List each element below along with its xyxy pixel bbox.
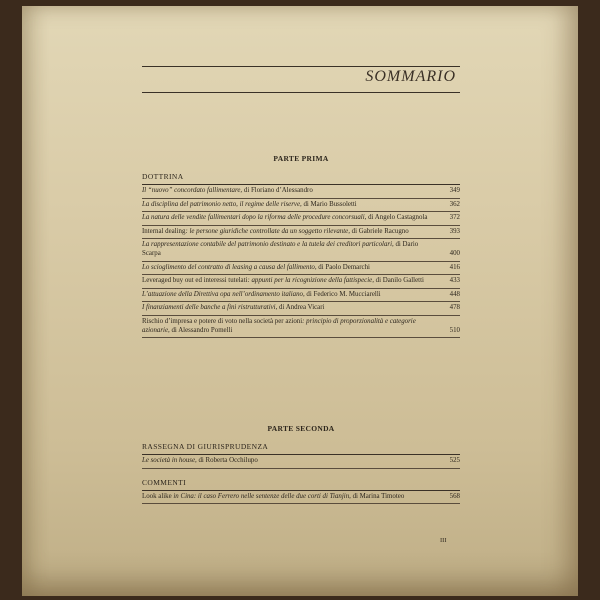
commenti-heading: COMMENTI [142, 478, 460, 491]
entry-author: di Danilo Galletti [373, 277, 424, 285]
page-title: SOMMARIO [365, 68, 456, 85]
entry-title-plain: Leveraged buy out ed interessi tutelati [142, 277, 248, 285]
title-rule-top [142, 66, 460, 67]
toc-entry [142, 199, 460, 213]
parte-seconda-heading: PARTE SECONDA [267, 424, 335, 433]
entry-title: : il caso Ferrero nelle sentenze delle due corti di Tianjin, [193, 492, 351, 500]
entry-title: L’attuazione della Direttiva opa nell’ordinamento italiano, [142, 290, 305, 298]
toc-entry [142, 316, 460, 338]
entry-title-plain: Rischio d’impresa e potere di voto nella società per azioni [142, 317, 303, 325]
entry-page: 448 [449, 290, 460, 298]
entry-title: Il “nuovo” concordato fallimentare, [142, 187, 243, 194]
entry-page: 416 [449, 263, 460, 271]
book-page [22, 6, 578, 596]
entry-author: di Gabriele Racugno [349, 227, 409, 235]
toc-entry [142, 185, 460, 199]
entry-author: di Marina Timoteo [350, 492, 405, 500]
entry-title: Le società in house, [142, 457, 197, 464]
entry-page: 433 [449, 277, 460, 285]
toc-entry [142, 226, 460, 240]
entry-author: di Paolo Demarchi [316, 263, 370, 271]
parte-prima-section [142, 154, 460, 338]
entry-title-italic: in Cina [173, 492, 194, 500]
toc-entry [142, 275, 460, 289]
entry-title: : appunti per la ricognizione della fattispecie, [247, 277, 374, 285]
entry-author: di Mario Bussoletti [301, 200, 357, 208]
entry-title: La disciplina del patrimonio netto, il regime delle riserve, [142, 200, 302, 208]
parte-prima-heading: PARTE PRIMA [273, 154, 329, 163]
toc-entry [142, 289, 460, 303]
entry-title-plain: Look alike [142, 492, 174, 500]
entry-page: 525 [449, 457, 460, 464]
entry-author: di Andrea Vicari [277, 304, 325, 312]
page-folio: III [440, 537, 447, 544]
entry-title: : principio di proporzionalità e categorie azionarie, [142, 317, 416, 334]
title-rule-bottom [142, 92, 460, 93]
entry-author: di Roberta Occhilupo [196, 457, 258, 464]
entry-page: 478 [449, 304, 460, 312]
entry-page: 349 [449, 187, 460, 194]
toc-entry [142, 212, 460, 226]
toc-entry [142, 302, 460, 316]
toc-entry [142, 262, 460, 276]
entry-title-plain: Internal dealing [142, 227, 186, 235]
entry-title: Lo scioglimento del contratto di leasing a causa del fallimento, [142, 263, 317, 271]
parte-seconda-section [142, 424, 460, 504]
entry-page: 372 [449, 214, 460, 222]
entry-title: La rappresentazione contabile del patrimonio destinato e la tutela dei creditori particolari, [142, 241, 394, 249]
toc-entry [142, 455, 460, 469]
rassegna-heading: RASSEGNA DI GIURISPRUDENZA [142, 442, 460, 455]
entry-author: di Federico M. Mucciarelli [304, 290, 381, 298]
entry-page: 393 [449, 227, 460, 235]
entry-title: I finanziamenti delle banche a fini ristrutturativi, [142, 304, 278, 312]
dottrina-heading: DOTTRINA [142, 172, 460, 185]
entry-page: 400 [449, 249, 460, 257]
entry-author: di Angelo Castagnola [366, 214, 428, 222]
toc-entry [142, 239, 460, 261]
entry-author: di Floriano d’Alessandro [242, 187, 313, 194]
entry-title: : le persone giuridiche controllate da un soggetto rilevante, [185, 227, 350, 235]
entry-title: La natura delle vendite fallimentari dopo la riforma delle procedure concorsuali, [142, 214, 367, 222]
entry-page: 510 [449, 326, 460, 334]
entry-author: di Alessandro Pomelli [169, 326, 233, 334]
entry-author: di Dario Scarpa [142, 241, 419, 257]
entry-page: 568 [449, 492, 460, 500]
toc-entry [142, 491, 460, 505]
entry-page: 362 [449, 200, 460, 208]
